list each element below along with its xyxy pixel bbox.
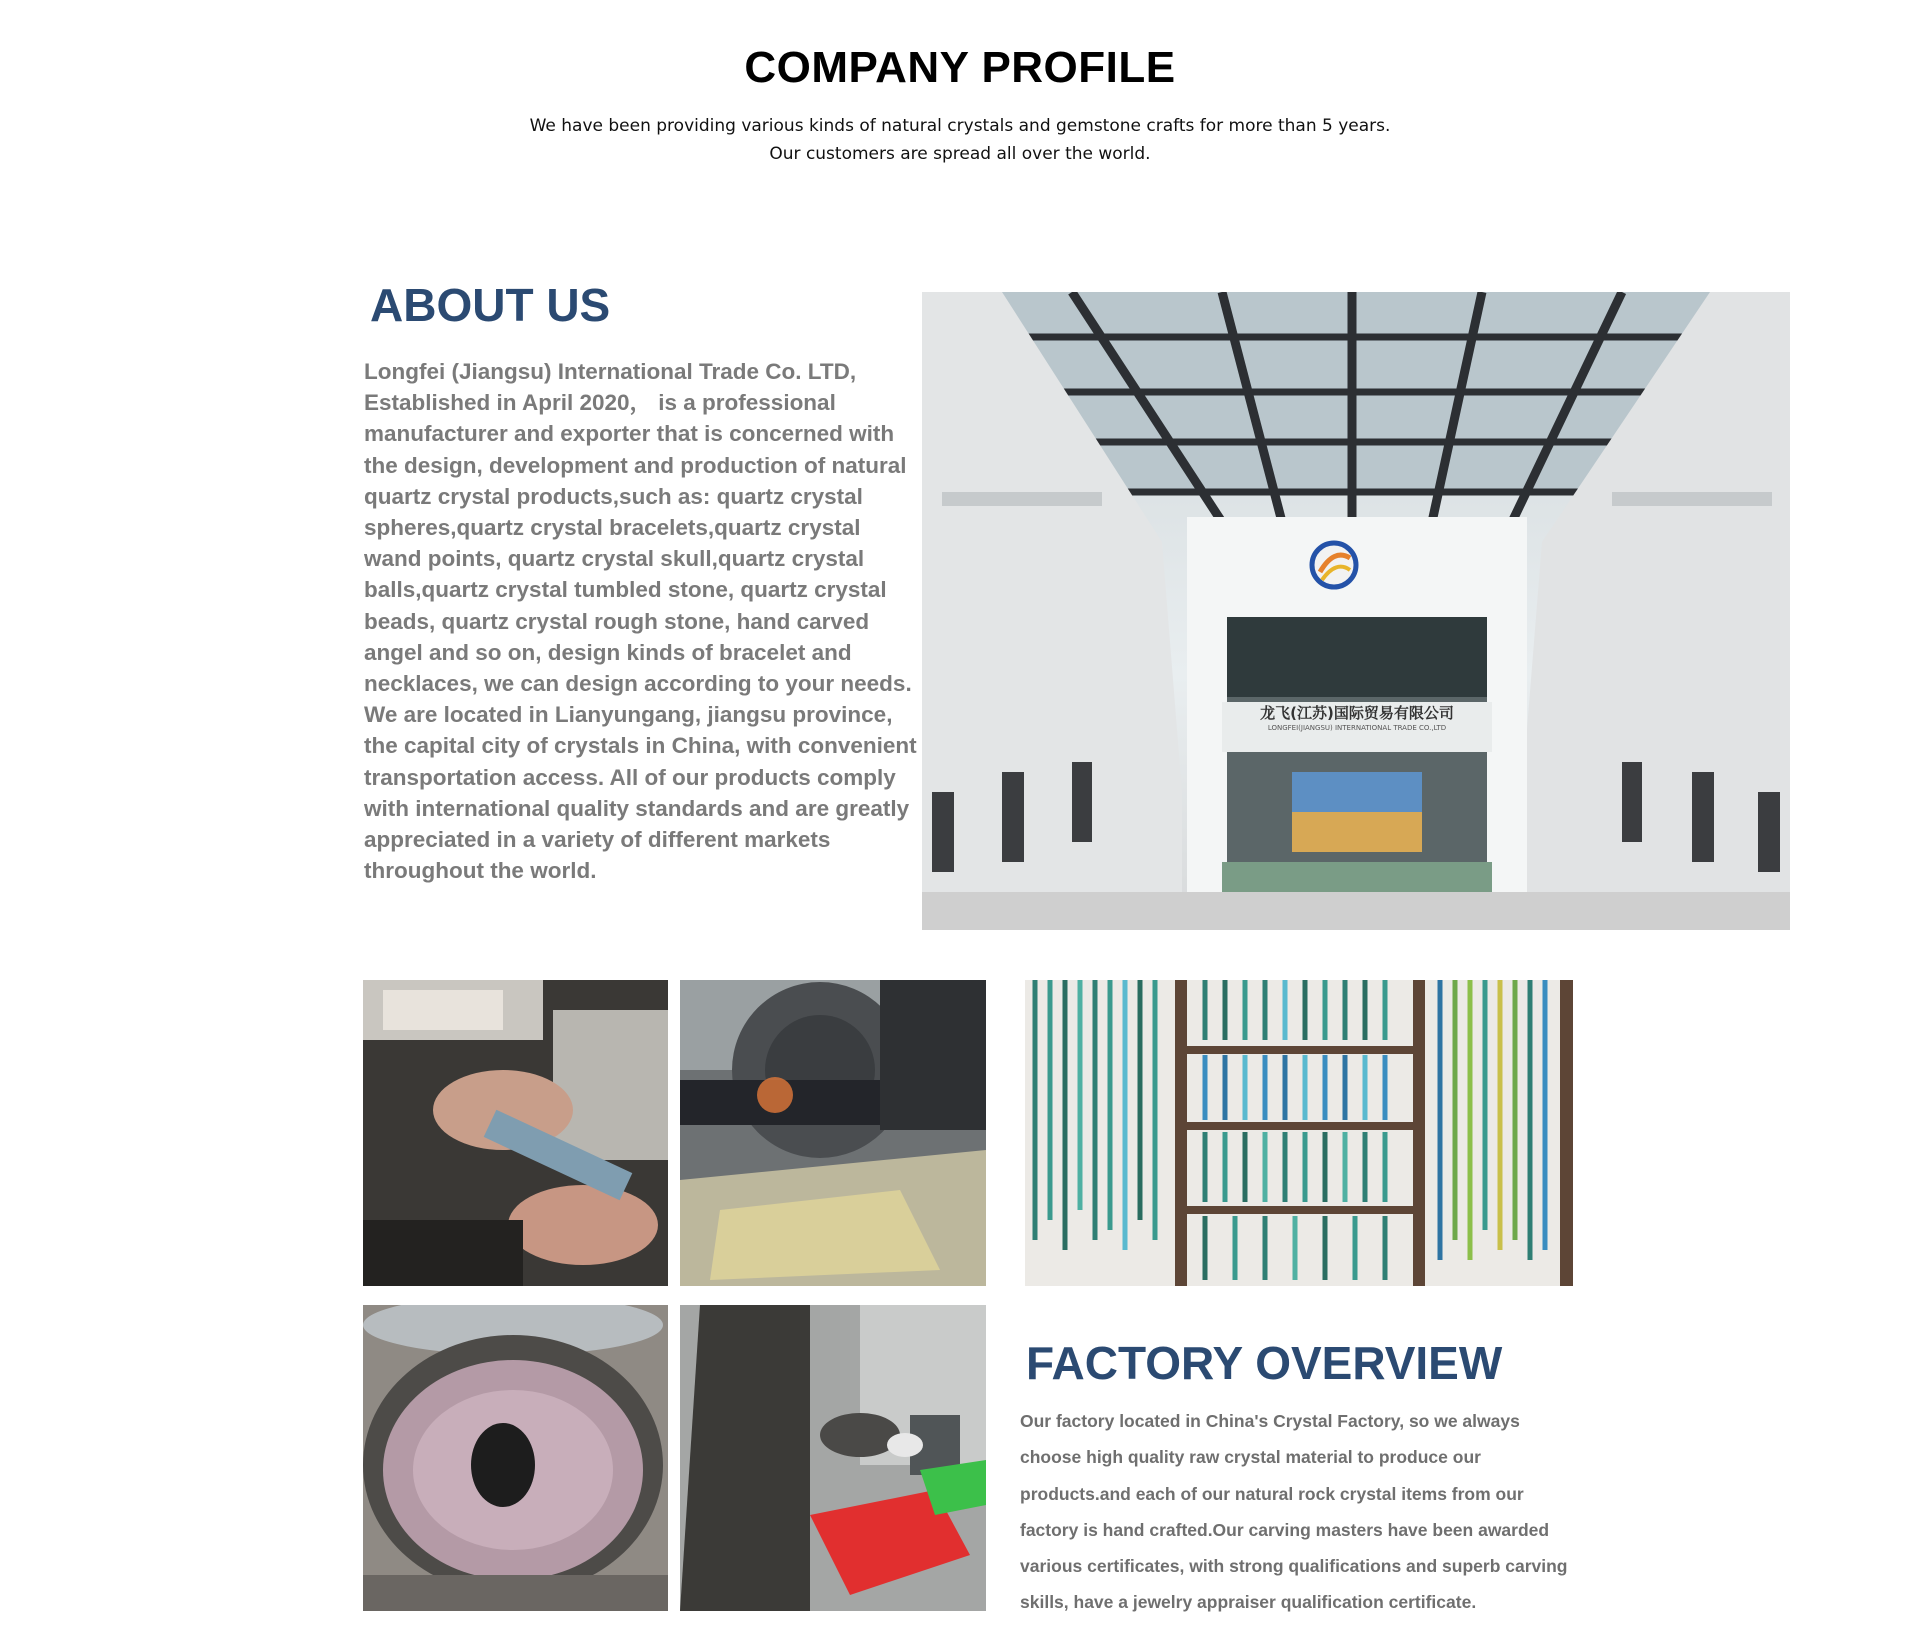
building-sign: 龙飞(江苏)国际贸易有限公司 bbox=[1260, 704, 1454, 722]
about-us-heading: ABOUT US bbox=[370, 279, 611, 331]
photo-necklace-display bbox=[1025, 980, 1573, 1286]
factory-overview-text: Our factory located in China's Crystal Factory, so we always choose high quality raw crystal material to produce our products.and each of our natural rock crystal items from our factory is hand crafted.Our carving masters have been awarded various certificates, with strong qualifications and superb carving skills, have a jewelry appraiser qualification certificate. bbox=[1020, 1411, 1568, 1613]
photo-worker-carving bbox=[680, 1305, 986, 1611]
photo-tumbling-barrel bbox=[363, 1305, 668, 1611]
about-us-text bbox=[364, 356, 924, 886]
about-paragraph-2: We are located in Lianyungang, jiangsu province, the capital city of crystals in China, with convenient transportation access. All of our products comply with international quality standards and are greatly appreciated in a variety of different markets throughout the world. bbox=[364, 702, 917, 884]
page-title: COMPANY PROFILE bbox=[744, 43, 1176, 92]
company-building-photo bbox=[922, 292, 1790, 930]
photo-stone-cutting-saw bbox=[680, 980, 986, 1286]
building-sign-english: LONGFEI(JIANGSU) INTERNATIONAL TRADE CO.,LTD bbox=[1267, 724, 1447, 732]
page-subtitle bbox=[0, 112, 1920, 168]
about-paragraph-1: Longfei (Jiangsu) International Trade Co. LTD, Established in April 2020， is a professional manufacturer and exporter that is concerned with the design, development and production of natural quartz crystal products,such as: quartz crystal spheres,quartz crystal bracelets,quartz crystal wand points, quartz crystal skull,quartz crystal balls,quartz crystal tumbled stone, quartz crystal beads, quartz crystal rough stone, hand carved angel and so on, design kinds of bracelet and necklaces, we can design according to your needs. bbox=[364, 359, 912, 697]
subtitle-line-1: We have been providing various kinds of natural crystals and gemstone crafts for more than 5 years. bbox=[529, 116, 1391, 136]
factory-overview-heading: FACTORY OVERVIEW bbox=[1026, 1337, 1503, 1389]
subtitle-line-2: Our customers are spread all over the world. bbox=[769, 144, 1151, 164]
photo-hand-grinding bbox=[363, 980, 668, 1286]
